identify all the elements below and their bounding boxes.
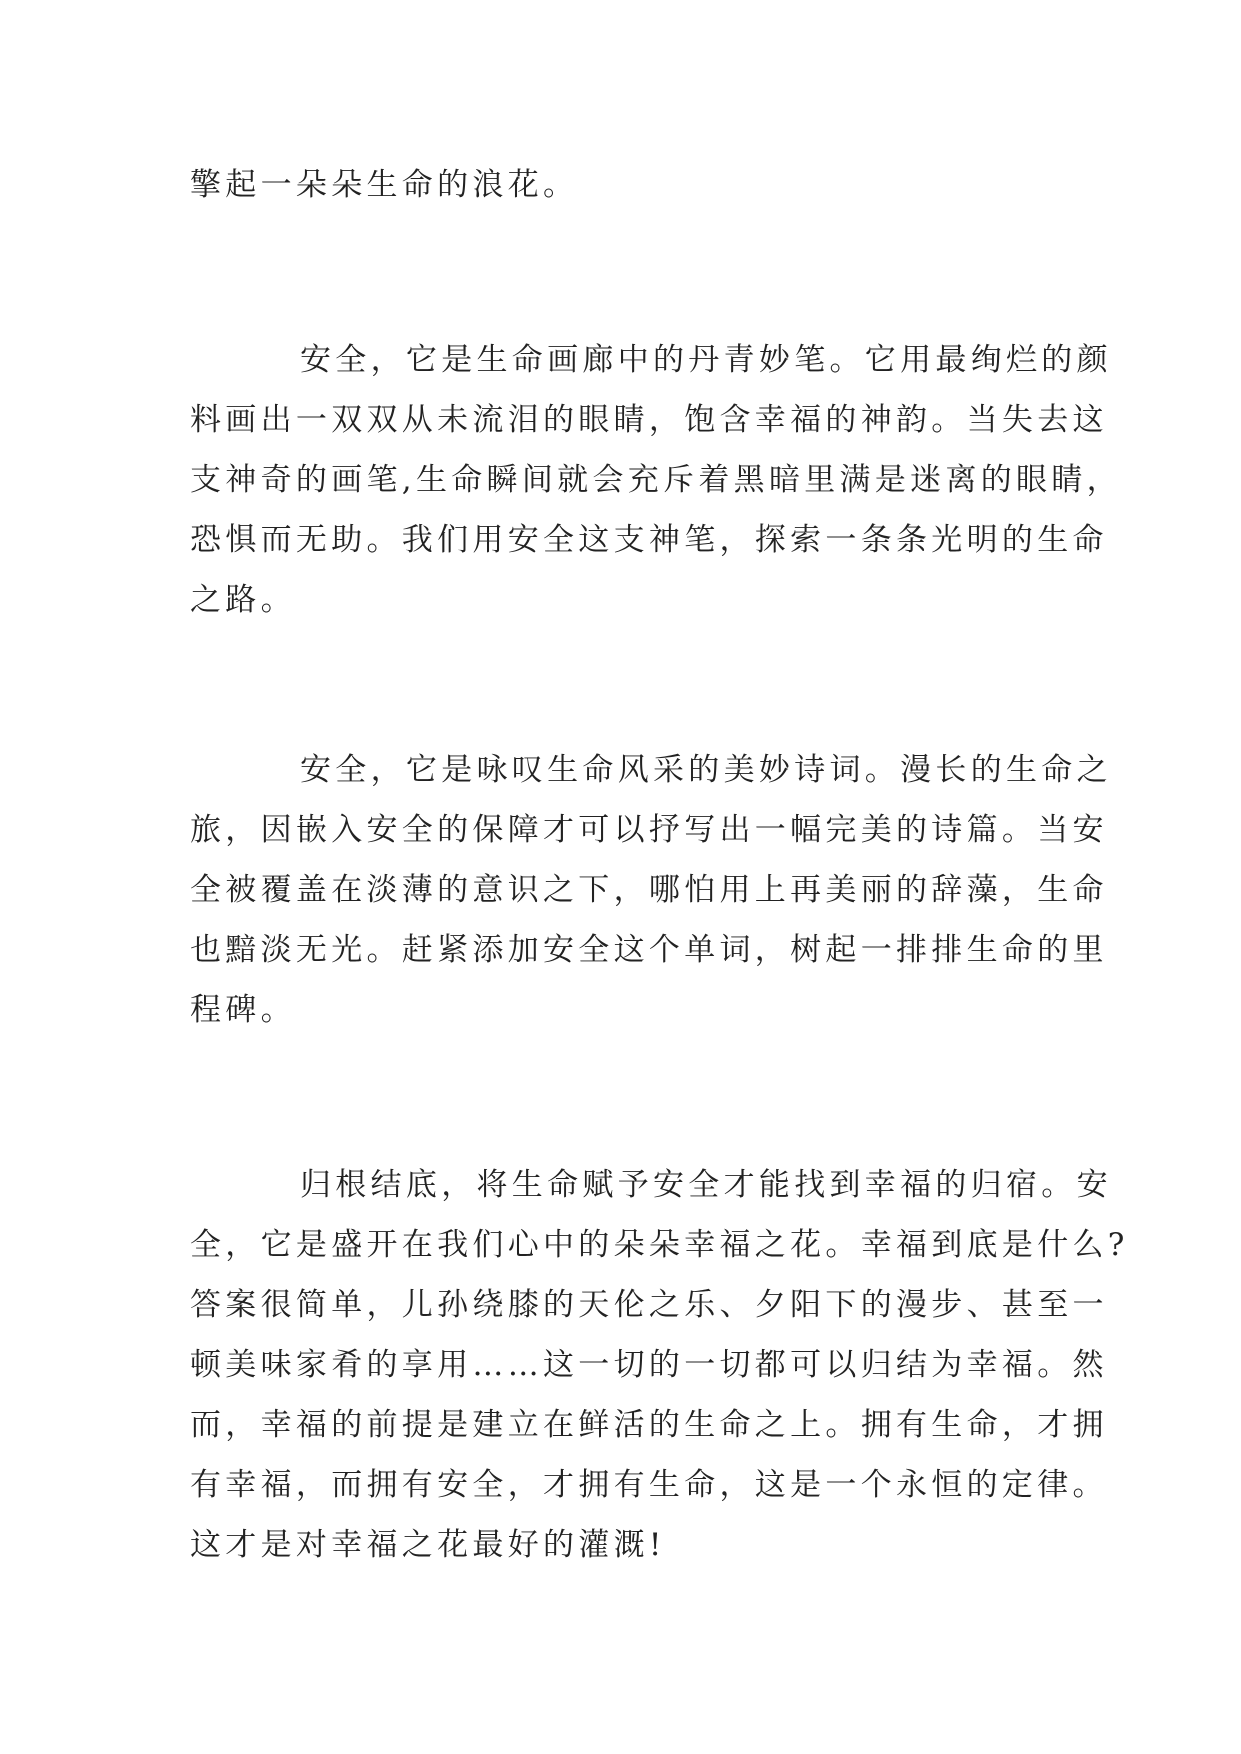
- paragraph-4-line-7: 这才是对幸福之花最好的灌溉!: [190, 1527, 666, 1563]
- paragraph-4-line-2: 全，它是盛开在我们心中的朵朵幸福之花。幸福到底是什么?: [190, 1227, 1129, 1263]
- paragraph-2-line-5: 之路。: [190, 582, 296, 618]
- paragraph-2-line-1: 安全，它是生命画廊中的丹青妙笔。它用最绚烂的颜: [300, 342, 1112, 378]
- paragraph-3-line-2: 旅，因嵌入安全的保障才可以抒写出一幅完美的诗篇。当安: [190, 812, 1108, 848]
- paragraph-4-line-3: 答案很简单，儿孙绕膝的天伦之乐、夕阳下的漫步、甚至一: [190, 1287, 1108, 1323]
- paragraph-4-line-4: 顿美味家肴的享用……这一切的一切都可以归结为幸福。然: [190, 1347, 1108, 1383]
- paragraph-3-line-3: 全被覆盖在淡薄的意识之下，哪怕用上再美丽的辞藻，生命: [190, 872, 1108, 908]
- paragraph-3-line-5: 程碑。: [190, 992, 296, 1028]
- paragraph-4-line-1: 归根结底，将生命赋予安全才能找到幸福的归宿。安: [300, 1167, 1112, 1203]
- paragraph-2-line-3: 支神奇的画笔,生命瞬间就会充斥着黑暗里满是迷离的眼睛，: [190, 462, 1122, 498]
- paragraph-2-line-2: 料画出一双双从未流泪的眼睛，饱含幸福的神韵。当失去这: [190, 402, 1108, 438]
- paragraph-2-line-4: 恐惧而无助。我们用安全这支神笔，探索一条条光明的生命: [190, 522, 1108, 558]
- paragraph-3-line-4: 也黯淡无光。赶紧添加安全这个单词，树起一排排生命的里: [190, 932, 1108, 968]
- paragraph-1-line-1: 擎起一朵朵生命的浪花。: [190, 167, 579, 203]
- paragraph-4-line-5: 而，幸福的前提是建立在鲜活的生命之上。拥有生命，才拥: [190, 1407, 1108, 1443]
- paragraph-3-line-1: 安全，它是咏叹生命风采的美妙诗词。漫长的生命之: [300, 752, 1112, 788]
- paragraph-4-line-6: 有幸福，而拥有安全，才拥有生命，这是一个永恒的定律。: [190, 1467, 1108, 1503]
